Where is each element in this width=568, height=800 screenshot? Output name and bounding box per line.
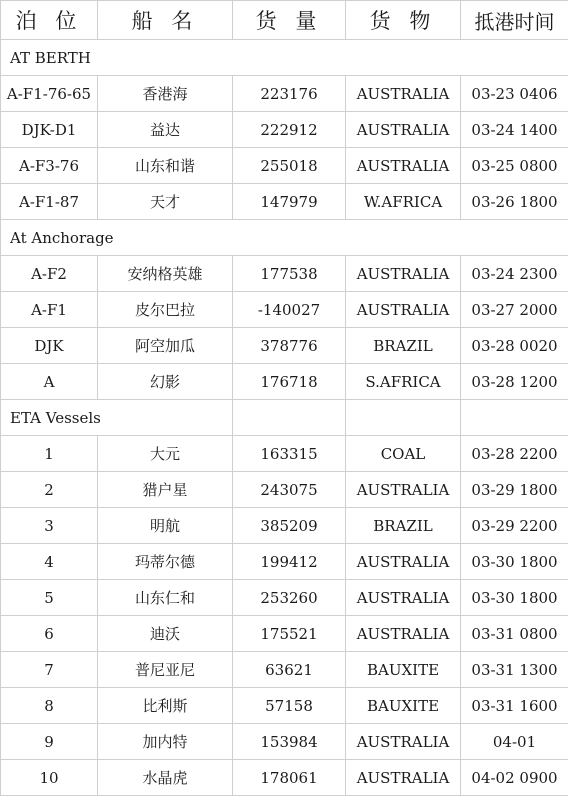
header-row [1, 1, 568, 40]
section-row-at-anchorage [1, 220, 568, 256]
quantity-cell: 243075 [233, 472, 346, 508]
cargo-cell: AUSTRALIA [346, 544, 461, 580]
arrival-cell: 03-25 0800 [461, 148, 568, 184]
berth-cell: A-F2 [1, 256, 98, 292]
cargo-cell: AUSTRALIA [346, 256, 461, 292]
cargo-cell: BAUXITE [346, 652, 461, 688]
table-row [1, 724, 568, 760]
arrival-cell: 03-23 0406 [461, 76, 568, 112]
header-vessel: 船 名 [98, 1, 233, 40]
arrival-cell: 03-31 1600 [461, 688, 568, 724]
cargo-cell: AUSTRALIA [346, 580, 461, 616]
vessel-cell: 阿空加瓜 [98, 328, 233, 364]
table-row [1, 328, 568, 364]
table-row [1, 760, 568, 796]
quantity-cell: -140027 [233, 292, 346, 328]
cargo-cell: BRAZIL [346, 328, 461, 364]
arrival-cell: 03-29 1800 [461, 472, 568, 508]
quantity-cell: 385209 [233, 508, 346, 544]
vessel-cell: 香港海 [98, 76, 233, 112]
vessel-cell: 大元 [98, 436, 233, 472]
arrival-cell: 03-24 1400 [461, 112, 568, 148]
arrival-cell: 04-02 0900 [461, 760, 568, 796]
berth-cell: A-F1-87 [1, 184, 98, 220]
berth-cell: 1 [1, 436, 98, 472]
table-row [1, 112, 568, 148]
quantity-cell: 63621 [233, 652, 346, 688]
header-quantity: 货 量 [233, 1, 346, 40]
arrival-cell: 03-28 0020 [461, 328, 568, 364]
arrival-cell: 03-28 2200 [461, 436, 568, 472]
quantity-cell: 57158 [233, 688, 346, 724]
arrival-cell: 03-24 2300 [461, 256, 568, 292]
arrival-cell: 03-31 0800 [461, 616, 568, 652]
berth-cell: 3 [1, 508, 98, 544]
empty-cell [233, 400, 346, 436]
cargo-cell: W.AFRICA [346, 184, 461, 220]
section-label: ETA Vessels [1, 400, 233, 436]
quantity-cell: 147979 [233, 184, 346, 220]
quantity-cell: 178061 [233, 760, 346, 796]
arrival-cell: 04-01 [461, 724, 568, 760]
table-row [1, 148, 568, 184]
berth-cell: 7 [1, 652, 98, 688]
berth-cell: 6 [1, 616, 98, 652]
vessel-cell: 天才 [98, 184, 233, 220]
berth-cell: A-F1 [1, 292, 98, 328]
table-row [1, 256, 568, 292]
berth-cell: 8 [1, 688, 98, 724]
table-row [1, 688, 568, 724]
vessel-cell: 明航 [98, 508, 233, 544]
table-row [1, 364, 568, 400]
quantity-cell: 223176 [233, 76, 346, 112]
section-label: AT BERTH [1, 40, 568, 76]
table-row [1, 292, 568, 328]
cargo-cell: AUSTRALIA [346, 148, 461, 184]
header-berth: 泊 位 [1, 1, 98, 40]
berth-cell: A-F3-76 [1, 148, 98, 184]
cargo-cell: AUSTRALIA [346, 472, 461, 508]
cargo-cell: COAL [346, 436, 461, 472]
table-row [1, 184, 568, 220]
cargo-cell: S.AFRICA [346, 364, 461, 400]
vessel-cell: 山东仁和 [98, 580, 233, 616]
section-label: At Anchorage [1, 220, 568, 256]
quantity-cell: 177538 [233, 256, 346, 292]
cargo-cell: AUSTRALIA [346, 76, 461, 112]
cargo-cell: AUSTRALIA [346, 112, 461, 148]
vessel-cell: 山东和谐 [98, 148, 233, 184]
arrival-cell: 03-28 1200 [461, 364, 568, 400]
vessel-cell: 益达 [98, 112, 233, 148]
arrival-cell: 03-30 1800 [461, 580, 568, 616]
berth-cell: DJK [1, 328, 98, 364]
vessel-cell: 玛蒂尔德 [98, 544, 233, 580]
vessel-cell: 比利斯 [98, 688, 233, 724]
berth-cell: A [1, 364, 98, 400]
cargo-cell: AUSTRALIA [346, 724, 461, 760]
cargo-cell: AUSTRALIA [346, 616, 461, 652]
quantity-cell: 253260 [233, 580, 346, 616]
quantity-cell: 222912 [233, 112, 346, 148]
quantity-cell: 175521 [233, 616, 346, 652]
empty-cell [346, 400, 461, 436]
vessel-cell: 幻影 [98, 364, 233, 400]
berth-cell: 9 [1, 724, 98, 760]
berth-cell: DJK-D1 [1, 112, 98, 148]
header-arrival: 抵港时间 [461, 1, 568, 40]
section-row-eta-vessels [1, 400, 568, 436]
arrival-cell: 03-27 2000 [461, 292, 568, 328]
cargo-cell: AUSTRALIA [346, 760, 461, 796]
vessel-cell: 水晶虎 [98, 760, 233, 796]
vessel-cell: 皮尔巴拉 [98, 292, 233, 328]
arrival-cell: 03-29 2200 [461, 508, 568, 544]
table-row [1, 616, 568, 652]
arrival-cell: 03-26 1800 [461, 184, 568, 220]
table-row [1, 472, 568, 508]
vessel-cell: 加内特 [98, 724, 233, 760]
quantity-cell: 255018 [233, 148, 346, 184]
table-row [1, 508, 568, 544]
berth-cell: 2 [1, 472, 98, 508]
berth-cell: 5 [1, 580, 98, 616]
vessel-cell: 猎户星 [98, 472, 233, 508]
berth-cell: 10 [1, 760, 98, 796]
berth-cell: 4 [1, 544, 98, 580]
vessel-cell: 安纳格英雄 [98, 256, 233, 292]
cargo-cell: AUSTRALIA [346, 292, 461, 328]
quantity-cell: 163315 [233, 436, 346, 472]
cargo-cell: BAUXITE [346, 688, 461, 724]
quantity-cell: 176718 [233, 364, 346, 400]
table-row [1, 436, 568, 472]
cargo-cell: BRAZIL [346, 508, 461, 544]
arrival-cell: 03-30 1800 [461, 544, 568, 580]
section-row-at-berth [1, 40, 568, 76]
empty-cell [461, 400, 568, 436]
berth-cell: A-F1-76-65 [1, 76, 98, 112]
quantity-cell: 378776 [233, 328, 346, 364]
table-row [1, 580, 568, 616]
header-cargo: 货 物 [346, 1, 461, 40]
vessel-cell: 迪沃 [98, 616, 233, 652]
arrival-cell: 03-31 1300 [461, 652, 568, 688]
table-row [1, 76, 568, 112]
quantity-cell: 199412 [233, 544, 346, 580]
vessel-cell: 普尼亚尼 [98, 652, 233, 688]
table-row [1, 544, 568, 580]
table-row [1, 652, 568, 688]
quantity-cell: 153984 [233, 724, 346, 760]
